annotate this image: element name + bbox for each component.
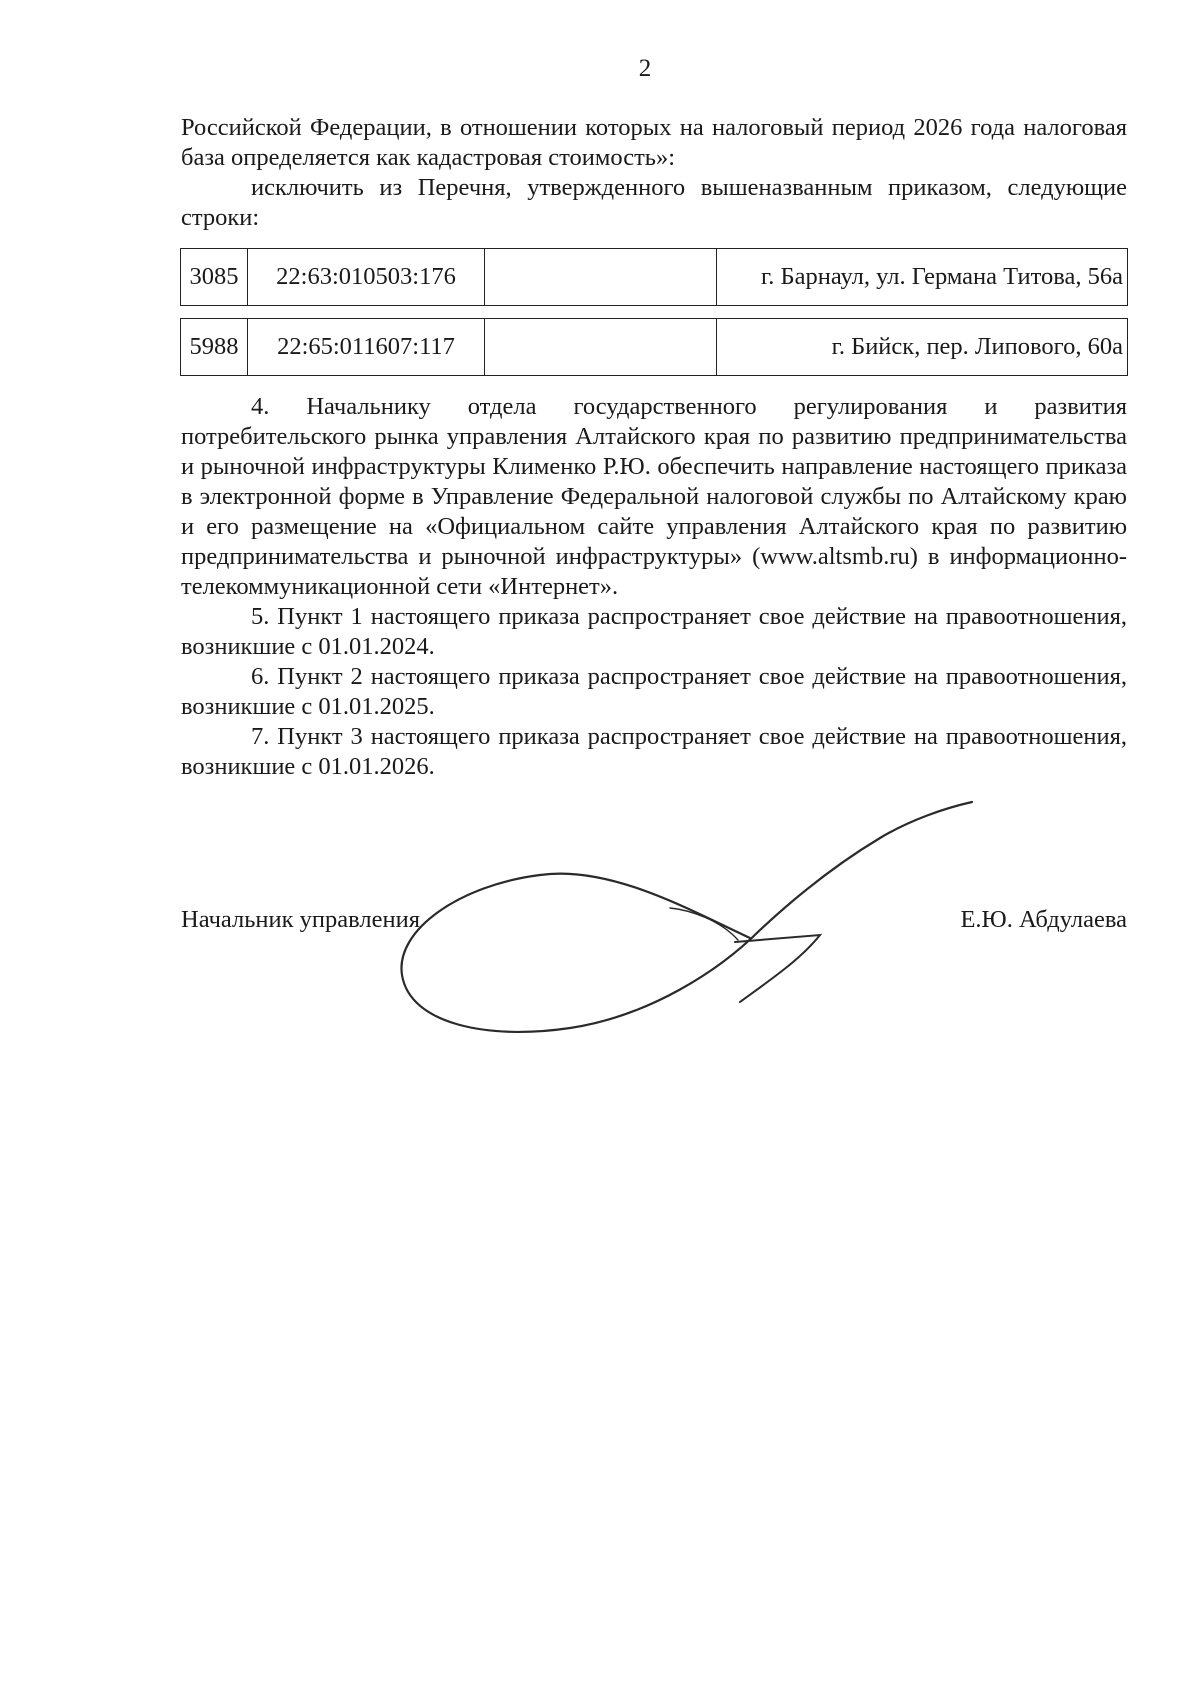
paragraphs-block: [181, 392, 1127, 782]
paragraph-4: 4. Начальнику отдела государственного регулирования и развития потребительского рынка управления Алтайского края по развитию предпринимательства и рыночной инфраструктуры Клименко Р.Ю. обеспечить направление настоящего приказа в электронной форме в Управление Федеральной налоговой службы по Алтайскому краю и его размещение на «Официальном сайте управления Алтайского края по развитию предпринимательства и рыночной инфраструктуры» (www.altsmb.ru) в информационно-телекоммуникационной сети «Интернет».: [181, 393, 1127, 600]
excluded-row-1: [180, 248, 1128, 306]
empty-cell: [485, 249, 717, 306]
intro-paragraph: Российской Федерации, в отношении которых на налоговый период 2026 года налоговая база определяется как кадастровая стоимость»:: [181, 114, 1127, 171]
page-number: 2: [638, 55, 652, 82]
signatory-name: Е.Ю. Абдулаева: [960, 906, 1127, 933]
intro-block: [181, 113, 1127, 233]
row-number: 5988: [181, 319, 248, 376]
cadastral-number: 22:63:010503:176: [248, 249, 485, 306]
signatory-title: Начальник управления: [181, 906, 420, 933]
handwritten-signature: [390, 790, 1000, 1050]
address: г. Бийск, пер. Липового, 60а: [717, 319, 1128, 376]
empty-cell: [485, 319, 717, 376]
paragraph-7: 7. Пункт 3 настоящего приказа распространяет свое действие на правоотношения, возникшие с 01.01.2026.: [181, 723, 1127, 780]
paragraph-5: 5. Пункт 1 настоящего приказа распространяет свое действие на правоотношения, возникшие с 01.01.2024.: [181, 603, 1127, 660]
row-number: 3085: [181, 249, 248, 306]
paragraph-6: 6. Пункт 2 настоящего приказа распространяет свое действие на правоотношения, возникшие с 01.01.2025.: [181, 663, 1127, 720]
excluded-row-2: [180, 318, 1128, 376]
cadastral-number: 22:65:011607:117: [248, 319, 485, 376]
address: г. Барнаул, ул. Германа Титова, 56а: [717, 249, 1128, 306]
exclude-instruction: исключить из Перечня, утвержденного вышеназванным приказом, следующие строки:: [181, 174, 1127, 231]
